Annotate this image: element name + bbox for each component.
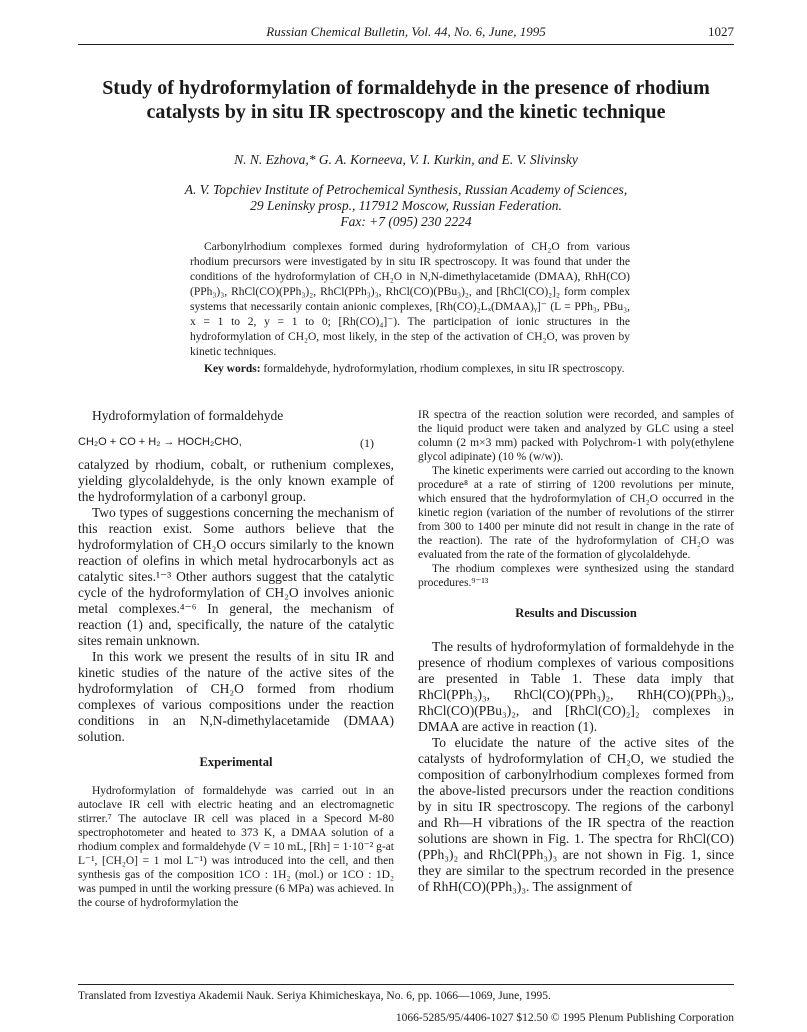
right-column — [418, 408, 734, 895]
experimental-paragraph: Hydroformylation of formaldehyde was carried out in an autoclave IR cell with electric heating and an electromagnetic stirrer.⁷ The autoclave IR cell was placed in a Specord M-80 spectrophotometer and heated to 373 K, a DMAA solution of a rhodium complex and formaldehyde (V = 10 mL, [Rh] = 1·10⁻² g-at L⁻¹, [CH₂O] = 1 mol L⁻¹) was introduced into the cell, and then synthesis gas of the composition 1CO : 1H₂ (mol.) or 1CO : 1D₂ was pumped in until the working pressure (6 MPa) was achieved. In the course of hydroformylation the — [78, 785, 394, 909]
left-column — [78, 408, 394, 910]
keywords-label: Key words: — [204, 363, 261, 375]
footer-rule — [78, 984, 734, 985]
results-heading: Results and Discussion — [515, 606, 637, 620]
journal-citation: Russian Chemical Bulletin, Vol. 44, No. 6, June, 1995 — [266, 24, 546, 39]
results-paragraph-2: To elucidate the nature of the active sites of the catalysts of hydroformylation of CH₂O, we studied the composition of carbonylrhodium complexes formed from the above-listed precursors under the reaction conditions by in situ IR spectroscopy. The regions of the carbonyl and Rh—H vibrations of the IR spectra of the reaction solutions are shown in Fig. 1. The spectra for RhCl(CO)(PPh₃)₂ and RhCl(PPh₃)₃ are not shown in Fig. 1, since they are similar to the spectrum recorded in the presence of RhH(CO)(PPh₃)₃. The assignment of — [418, 735, 734, 894]
affiliation — [78, 182, 734, 230]
experimental-paragraph-cont: IR spectra of the reaction solution were recorded, and samples of the liquid product were taken and analyzed by GLC using a steel column (2 m×3 mm) packed with Polychrom-1 with poly(ethylene glycol adipinate) (10 % (w/w)). — [418, 409, 734, 463]
equation-number: (1) — [360, 436, 374, 450]
copyright-line: 1066-5285/95/4406-1027 $12.50 © 1995 Plenum Publishing Corporation — [395, 1012, 734, 1024]
intro-paragraph-2: Two types of suggestions concerning the mechanism of this reaction exist. Some authors believe that the hydroformylation of CH₂O occurs similarly to the known reaction of olefins in which metal hydrocarbonyls act as catalytic sites.¹⁻³ Other authors suggest that the catalytic cycle of the hydroformylation of CH₂O involves anionic metal complexes.⁴⁻⁶ In general, the mechanism of reaction (1) and, specifically, the nature of the catalytic sites remain unknown. — [78, 505, 394, 648]
author-list: N. N. Ezhova,* G. A. Korneeva, V. I. Kurkin, and E. V. Slivinsky — [234, 152, 578, 167]
article-title: Study of hydroformylation of formaldehyde in the presence of rhodium catalysts by in situ IR spectroscopy and the kinetic technique — [102, 77, 710, 123]
affiliation-line-1: A. V. Topchiev Institute of Petrochemical Synthesis, Russian Academy of Sciences, — [184, 182, 628, 197]
abstract — [190, 240, 630, 360]
intro-lead: Hydroformylation of formaldehyde — [92, 408, 284, 423]
equation-1 — [78, 436, 394, 451]
synthesis-paragraph: The rhodium complexes were synthesized using the standard procedures.⁹⁻¹³ — [418, 563, 734, 589]
keywords — [190, 362, 630, 377]
equation-text: CH₂O + CO + H₂ → HOCH₂CHO, — [78, 436, 242, 448]
experimental-heading: Experimental — [199, 755, 273, 769]
intro-paragraph-3: In this work we present the results of in situ IR and kinetic studies of the nature of the active sites of the hydroformylation of CH₂O formed from rhodium complexes of various compositions under the reaction conditions in an N,N-dimethylacetamide (DMAA) solution. — [78, 649, 394, 744]
results-paragraph-1: The results of hydroformylation of formaldehyde in the presence of rhodium complexes of various compositions are presented in Table 1. These data imply that RhCl(PPh₃)₃, RhCl(CO)(PPh₃)₂, RhH(CO)(PPh₃)₃, RhCl(CO)(PBu₃)₂, and [RhCl(CO)₂]₂ complexes in DMAA are active in reaction (1). — [418, 639, 734, 734]
running-header — [78, 24, 734, 44]
header-rule — [78, 44, 734, 45]
keywords-text: formaldehyde, hydroformylation, rhodium complexes, in situ IR spectroscopy. — [263, 363, 625, 375]
intro-paragraph-1: catalyzed by rhodium, cobalt, or ruthenium complexes, yielding glycolaldehyde, is the only known example of the hydroformylation of a carbonyl group. — [78, 457, 394, 504]
affiliation-line-3: Fax: +7 (095) 230 2224 — [340, 214, 472, 229]
page-number: 1027 — [708, 24, 734, 39]
kinetic-paragraph: The kinetic experiments were carried out according to the known procedure⁸ at a rate of stirring of 1200 revolutions per minute, which ensured that the hydroformylation of CH₂O occurred in the kinetic region (variation of the number of revolutions of the stirrer from 300 to 1400 per minute did not result in change in the rate of the reaction). The rate of the hydroformylation of CH₂O was evaluated from the rate of the formation of glycolaldehyde. — [418, 465, 734, 561]
abstract-text: Carbonylrhodium complexes formed during hydroformylation of CH₂O from various rhodium precursors were investigated by in situ IR spectroscopy. It was found that under the conditions of the hydroformylation of CH₂O in N,N-dimethylacetamide (DMAA), RhH(CO)(PPh₃)₃, RhCl(CO)(PPh₃)₂, RhCl(PPh₃)₃, RhCl(CO)(PBu₃)₂, and [RhCl(CO)₂]₂ form complex systems that necessarily contain anionic complexes, [Rh(CO)₂Lₓ(DMAA)ᵧ]⁻ (L = PPh₃, PBu₃, x = 1 to 2, y = 1 to 0; [Rh(CO)₄]⁻). The participation of ionic structures in the hydroformylation of CH₂O, most likely, in the step of the activation of CH₂O, was proven by kinetic techniques. — [190, 241, 630, 358]
affiliation-line-2: 29 Leninsky prosp., 117912 Moscow, Russian Federation. — [250, 198, 562, 213]
translation-note: Translated from Izvestiya Akademii Nauk. Seriya Khimicheskaya, No. 6, pp. 1066—1069, June, 1995. — [78, 990, 551, 1002]
